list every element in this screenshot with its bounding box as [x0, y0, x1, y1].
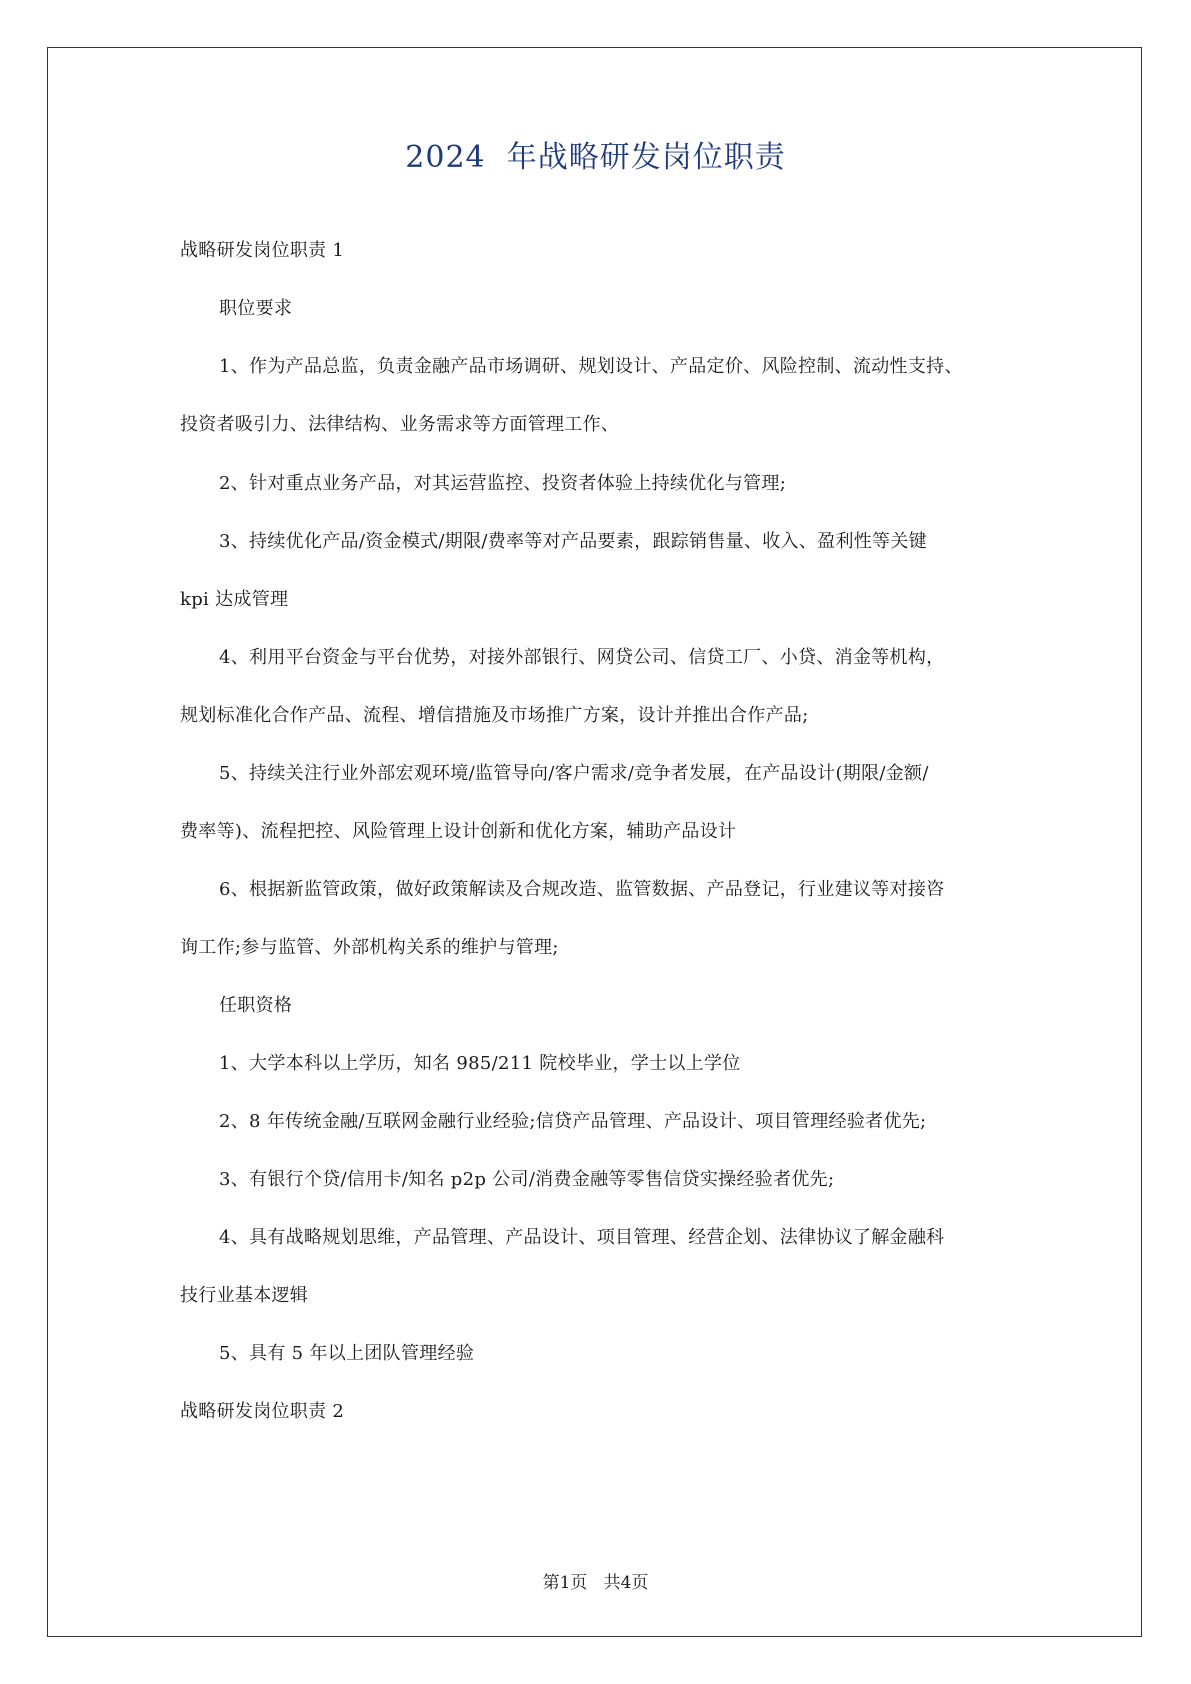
paragraph-line: 询工作;参与监管、外部机构关系的维护与管理;: [180, 937, 559, 958]
paragraph-line: 3、持续优化产品/资金模式/期限/费率等对产品要素，跟踪销售量、收入、盈利性等关键: [219, 531, 927, 552]
subheading-job-requirements: 职位要求: [219, 298, 293, 319]
paragraph-line: 1、大学本科以上学历，知名 985/211 院校毕业，学士以上学位: [219, 1053, 741, 1074]
paragraph-line: 4、具有战略规划思维，产品管理、产品设计、项目管理、经营企划、法律协议了解金融科: [219, 1227, 945, 1248]
section-heading-1: 战略研发岗位职责 1: [180, 240, 345, 261]
page-number: 第1页 共4页: [542, 1573, 649, 1593]
subheading-qualifications: 任职资格: [219, 995, 293, 1016]
paragraph-line: 规划标准化合作产品、流程、增信措施及市场推广方案，设计并推出合作产品;: [180, 705, 809, 726]
paragraph-line: 5、持续关注行业外部宏观环境/监管导向/客户需求/竞争者发展，在产品设计(期限/金额/: [219, 763, 929, 784]
paragraph-line: 4、利用平台资金与平台优势，对接外部银行、网贷公司、信贷工厂、小贷、消金等机构，: [219, 647, 945, 668]
paragraph-line: 投资者吸引力、法律结构、业务需求等方面管理工作、: [180, 414, 620, 435]
paragraph-line: 6、根据新监管政策，做好政策解读及合规改造、监管数据、产品登记，行业建议等对接咨: [219, 879, 945, 900]
section-heading-2: 战略研发岗位职责 2: [180, 1401, 345, 1422]
paragraph-line: 2、针对重点业务产品，对其运营监控、投资者体验上持续优化与管理;: [219, 473, 787, 494]
paragraph-line: 3、有银行个贷/信用卡/知名 p2p 公司/消费金融等零售信贷实操经验者优先;: [219, 1169, 835, 1190]
paragraph-line: 2、8 年传统金融/互联网金融行业经验;信贷产品管理、产品设计、项目管理经验者优先;: [219, 1111, 927, 1132]
paragraph-line: 技行业基本逻辑: [180, 1285, 309, 1306]
paragraph-line: 1、作为产品总监，负责金融产品市场调研、规划设计、产品定价、风险控制、流动性支持、: [219, 356, 963, 377]
paragraph-line: 费率等)、流程把控、风险管理上设计创新和优化方案，辅助产品设计: [180, 821, 737, 842]
paragraph-line: kpi 达成管理: [180, 589, 289, 610]
document-title: 2024 年战略研发岗位职责: [405, 140, 786, 175]
paragraph-line: 5、具有 5 年以上团队管理经验: [219, 1343, 475, 1364]
